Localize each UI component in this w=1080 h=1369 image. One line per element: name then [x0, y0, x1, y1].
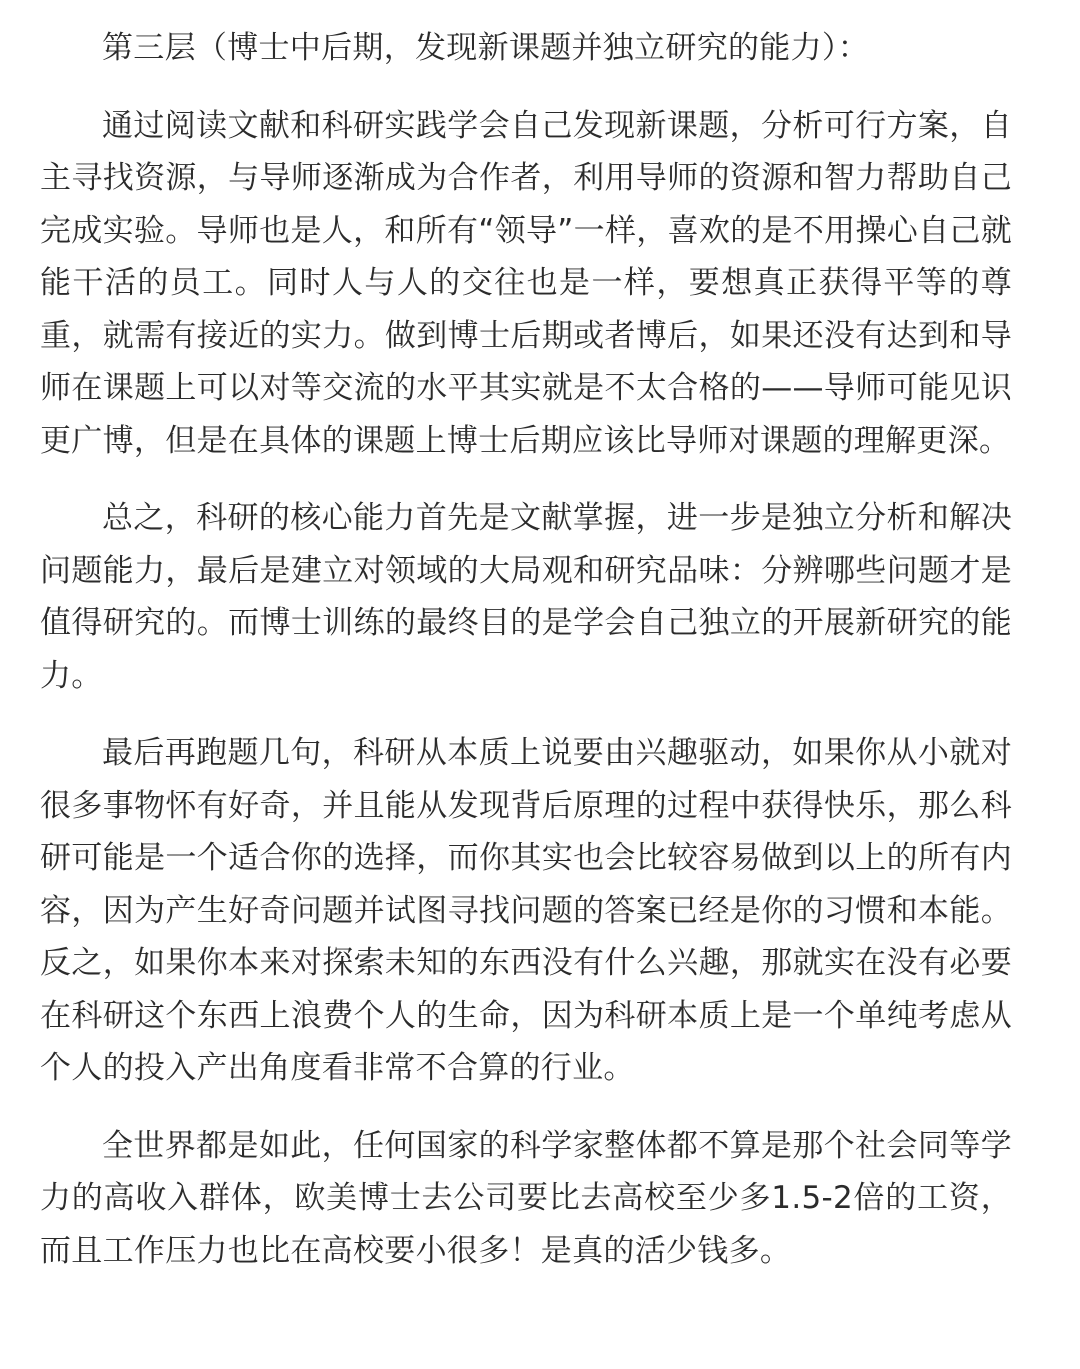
article-body [40, 22, 1012, 1277]
paragraph-1: 通过阅读文献和科研实践学会自己发现新课题，分析可行方案，自主寻找资源，与导师逐渐成为合作者，利用导师的资源和智力帮助自己完成实验。导师也是人，和所有“领导”一样，喜欢的是不用操心自己就能干活的员工。同时人与人的交往也是一样，要想真正获得平等的尊重，就需有接近的实力。做到博士后期或者博后，如果还没有达到和导师在课题上可以对等交流的水平其实就是不太合格的——导师可能见识更广博，但是在具体的课题上博士后期应该比导师对课题的理解更深。 [40, 107, 1012, 459]
paragraph-3: 最后再跑题几句，科研从本质上说要由兴趣驱动，如果你从小就对很多事物怀有好奇，并且能从发现背后原理的过程中获得快乐，那么科研可能是一个适合你的选择，而你其实也会比较容易做到以上的所有内容，因为产生好奇问题并试图寻找问题的答案已经是你的习惯和本能。反之，如果你本来对探索未知的东西没有什么兴趣，那就实在没有必要在科研这个东西上浪费个人的生命，因为科研本质上是一个单纯考虑从个人的投入产出角度看非常不合算的行业。 [40, 735, 1012, 1086]
paragraph-4: 全世界都是如此，任何国家的科学家整体都不算是那个社会同等学力的高收入群体，欧美博士去公司要比去高校至少多1.5-2倍的工资，而且工作压力也比在高校要小很多！是真的活少钱多。 [40, 1127, 1012, 1269]
section-heading: 第三层（博士中后期，发现新课题并独立研究的能力）： [102, 30, 869, 66]
paragraph-2: 总之，科研的核心能力首先是文献掌握，进一步是独立分析和解决问题能力，最后是建立对领域的大局观和研究品味：分辨哪些问题才是值得研究的。而博士训练的最终目的是学会自己独立的开展新研究的能力。 [40, 500, 1012, 694]
